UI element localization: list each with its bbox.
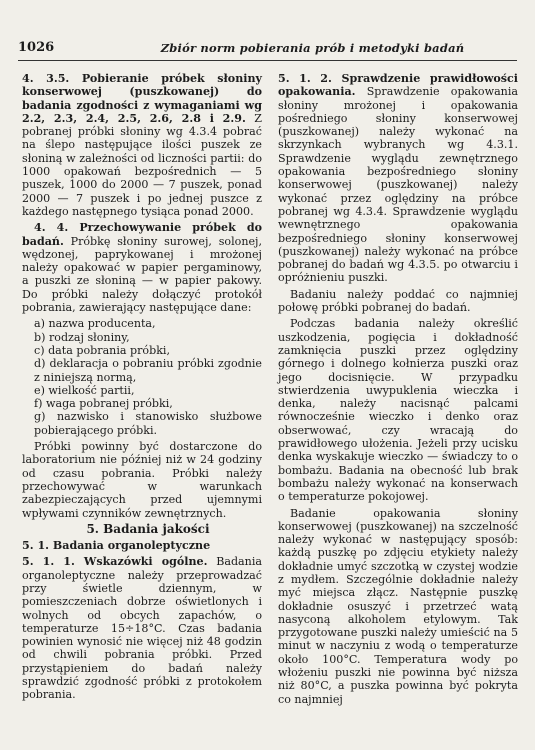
- heading-5-1-2: 5. 1. 2. Sprawdzenie prawidłowości opakowania.: [278, 72, 518, 99]
- list-item: f) waga pobranej próbki,: [34, 397, 173, 411]
- right-column: [278, 72, 518, 709]
- heading-4-3-5: 4. 3.5. Pobieranie próbek słoniny konserwowej (puszkowanej) do badania zgodności z wymaganiami wg 2.2, 2.3, 2.4, 2.5, 2.6, 2.8 i 2.9.: [22, 72, 262, 125]
- list-item: c) data pobrania próbki,: [34, 343, 170, 357]
- left-column: [22, 72, 262, 705]
- paragraph-4-3-5: [22, 72, 262, 218]
- list-item: e) wielkość partii,: [34, 383, 135, 397]
- paragraph-5-1-2: [278, 72, 518, 285]
- section-title-5: 5. Badania jakości: [86, 521, 210, 536]
- text-4-4: Próbkę słoniny surowej, solonej, wędzonej, paprykowanej i mrożonej należy opakować w papier pergaminowy, a puszki ze słoniną — w papier pakowy. Do próbki należy dołączyć protokół pobrania, zawierający następujące dane:: [22, 234, 262, 315]
- text-5-1-2: Sprawdzenie opakowania słoniny mrożonej i opakowania pośredniego słoniny konserwowej (puszkowanej) należy wykonać na skrzynkach wybranych wg 4.3.1. Sprawdzenie wyglądu zewnętrznego opakowania bezpośredniego słoniny konserwowej (puszkowanej) należy wykonać przez oględziny na próbce pobranej wg 4.3.4. Sprawdzenie wyglądu wewnętrznego opakowania bezpośredniego słoniny konserwowej (puszkowanej) należy wykonać na próbce pobranej do badań wg 4.3.5. po otwarciu i opróżnieniu puszki.: [278, 85, 518, 285]
- list-item: a) nazwa producenta,: [34, 317, 156, 331]
- list-item: d) deklaracja o pobraniu próbki zgodnie z niniejszą normą,: [34, 357, 262, 384]
- running-title: Zbiór norm pobierania prób i metodyki badań: [160, 41, 465, 55]
- list-item: b) rodzaj słoniny,: [34, 330, 130, 344]
- text-4-3-5: Z pobranej próbki słoniny wg 4.3.4 pobrać na ślepo następujące ilości puszek ze słoniną w zależności od liczności partii: do 1000 opakowań bezpośrednich — 5 puszek, 1000 do 2000 — 7 puszek, ponad 2000 — 7 puszek i po jednej puszce z każdego następnego tysiąca ponad 2000.: [22, 111, 262, 218]
- paragraph-tightness-test: Badanie opakowania słoniny konserwowej (puszkowanej) na szczelność należy wykonać w następujący sposób: każdą puszkę po zdjęciu etykiety należy dokładnie umyć szczotką w czystej wodzie z mydłem. Szczególnie dokładnie należy myć miejsca złącz. Następnie puszkę dokładnie osuszyć i przetrzeć watą nasyconą alkoholem etylowym. Tak przygotowane puszki należy umieścić na 5 minut w naczyniu z wodą o temperaturze około 100°C. Temperatura wody po włożeniu puszki nie powinna być niższa niż 80°C, a puszka powinna być pokryta co najmniej: [278, 506, 518, 706]
- heading-5-1: 5. 1. Badania organoleptyczne: [22, 539, 211, 553]
- paragraph-5-1-1: [22, 555, 262, 701]
- text-5-1-1: Badania organoleptyczne należy przeprowadzać przy świetle dziennym, w pomieszczeniach dobrze oświetlonych i wolnych od obcych zapachów, o temperaturze 15÷18°C. Czas badania powinien wynosić nie więcej niż 48 godzin od chwili pobrania próbki. Przed przystąpieniem do badań należy sprawdzić zgodność próbki z protokołem pobrania.: [22, 555, 262, 702]
- heading-4-4: 4. 4. Przechowywanie próbek do badań.: [22, 221, 262, 248]
- list-item: g) nazwisko i stanowisko służbowe pobierającego próbki.: [34, 410, 262, 437]
- page-number: 1026: [18, 40, 55, 55]
- paragraph-4-4: [22, 221, 262, 314]
- paragraph-half-sample: Badaniu należy poddać co najmniej połowę próbki pobranej do badań.: [278, 287, 518, 315]
- paragraph-damage-check: Podczas badania należy określić uszkodzenia, pogięcia i dokładność zamknięcia puszki przez oględziny górnego i dolnego kołnierza puszki oraz jego docisnięcie. W przypadku stwierdzenia uwypuklenia wieczka i denka, należy nacisnąć palcami równocześnie wieczko i denko oraz obserwować, czy wracają do prawidłowego ułożenia. Jeżeli przy ucisku denka wyskakuje wieczko — świadczy to o bombażu. Badania na obecność lub brak bombażu należy wykonać na konserwach o temperaturze pokojowej.: [278, 317, 518, 504]
- running-header: [18, 40, 517, 61]
- paragraph-delivery: Próbki powinny być dostarczone do laboratorium nie później niż w 24 godziny od czasu pobrania. Próbki należy przechowywać w warunkach zabezpieczających przed ujemnymi wpływami czynników zewnętrznych.: [22, 440, 262, 520]
- heading-5-1-1: 5. 1. 1. Wskazówki ogólne.: [22, 555, 208, 569]
